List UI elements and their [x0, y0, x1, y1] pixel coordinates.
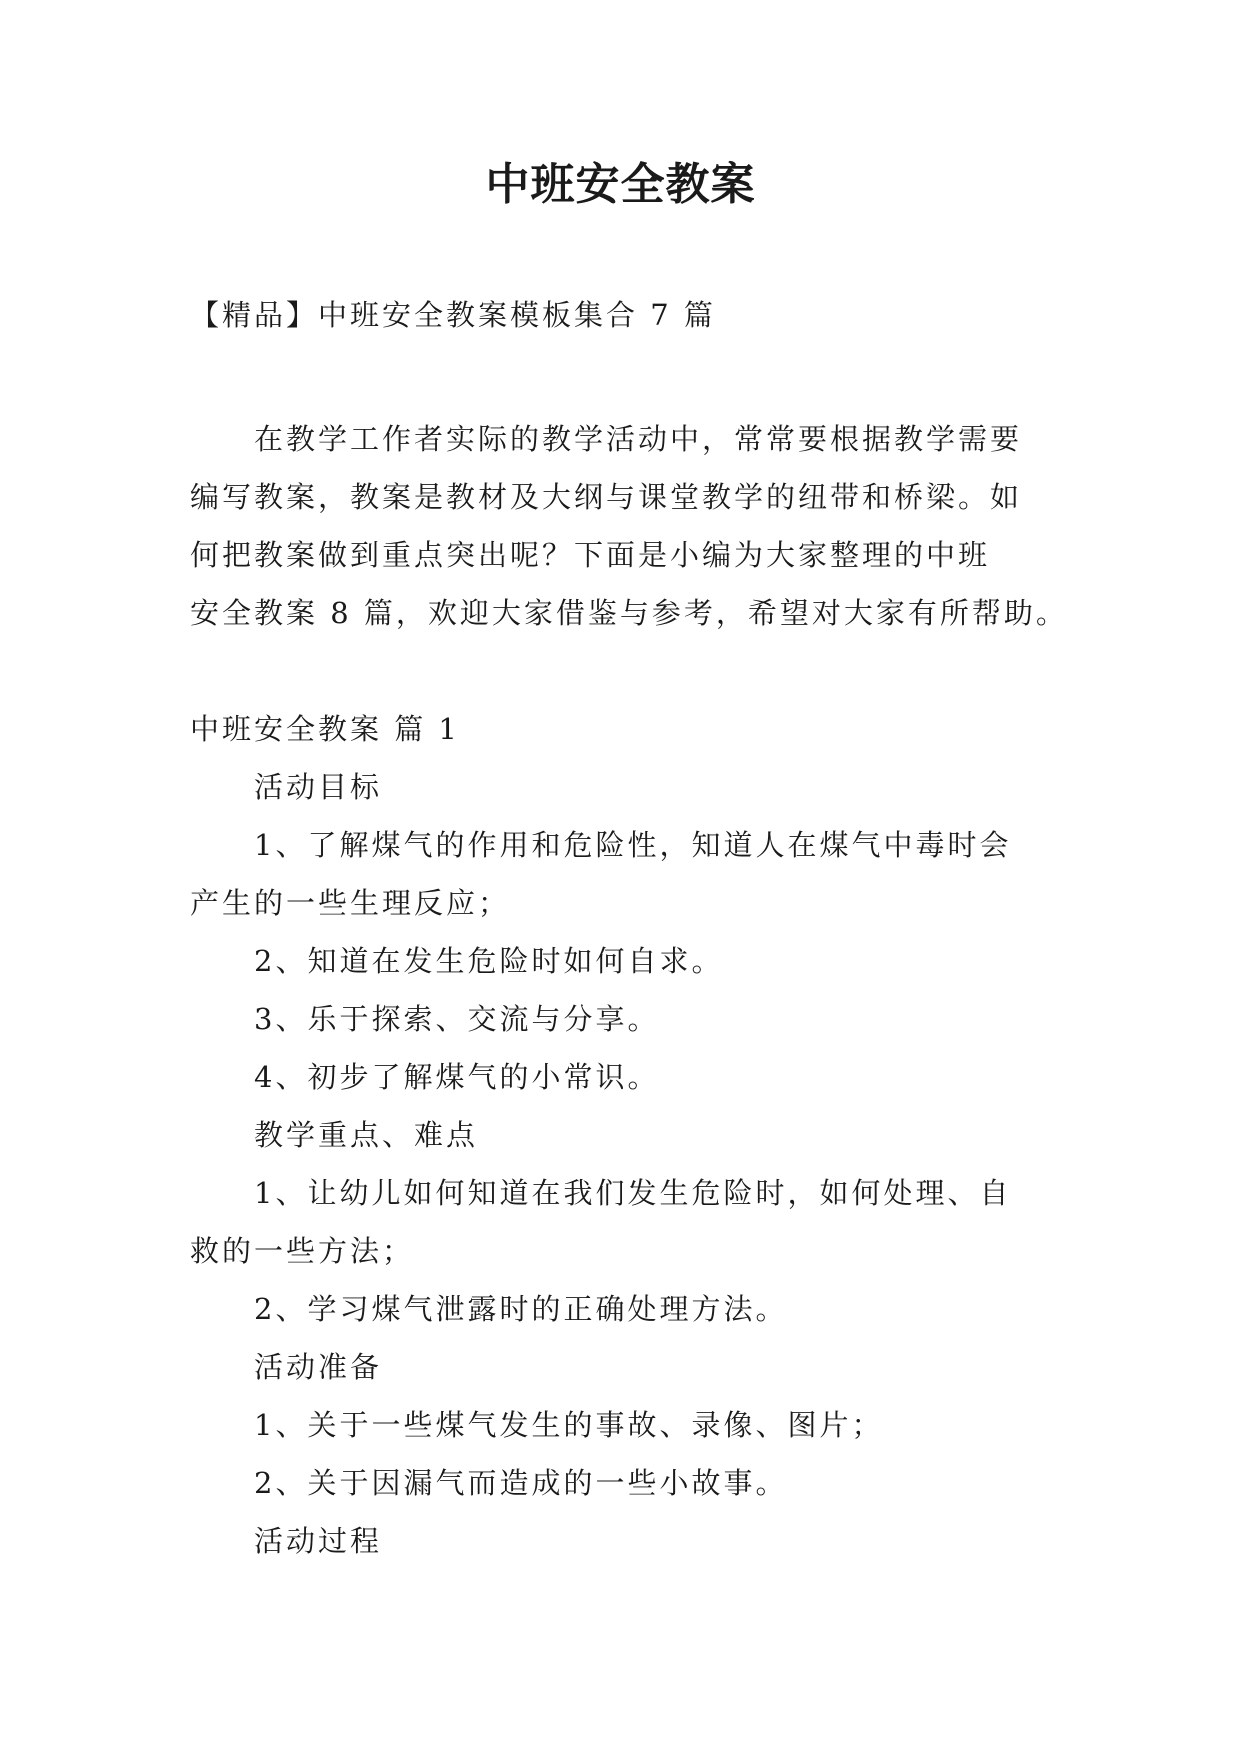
intro-line: 在教学工作者实际的教学活动中，常常要根据教学需要 [254, 422, 1023, 456]
goal-item: 4、初步了解煤气的小常识。 [254, 1060, 660, 1094]
document-subtitle: 【精品】中班安全教案模板集合 7 篇 [190, 298, 716, 332]
preparation-item: 2、关于因漏气而造成的一些小故事。 [254, 1466, 788, 1500]
subheading-activity-goals: 活动目标 [254, 770, 383, 804]
subheading-key-points: 教学重点、难点 [254, 1118, 479, 1152]
goal-item: 1、了解煤气的作用和危险性，知道人在煤气中毒时会 [254, 828, 1012, 862]
intro-line: 编写教案，教案是教材及大纲与课堂教学的纽带和桥梁。如 [190, 480, 1023, 514]
document-title: 中班安全教案 [485, 159, 756, 210]
goal-item: 3、乐于探索、交流与分享。 [254, 1002, 660, 1036]
key-point-item: 1、让幼儿如何知道在我们发生危险时，如何处理、自 [254, 1176, 1012, 1210]
lesson-body [190, 700, 1050, 1570]
subheading-preparation: 活动准备 [254, 1350, 383, 1384]
goal-item: 2、知道在发生危险时如何自求。 [254, 944, 724, 978]
preparation-item: 1、关于一些煤气发生的事故、录像、图片； [254, 1408, 884, 1442]
goal-item-continuation: 产生的一些生理反应； [190, 886, 511, 920]
subheading-process: 活动过程 [254, 1524, 383, 1558]
section-heading: 中班安全教案 篇 1 [190, 712, 460, 746]
intro-line: 安全教案 8 篇，欢迎大家借鉴与参考，希望对大家有所帮助。 [190, 596, 1068, 630]
intro-paragraph [190, 410, 1068, 642]
intro-line: 何把教案做到重点突出呢？下面是小编为大家整理的中班 [190, 538, 991, 572]
key-point-item-continuation: 救的一些方法； [190, 1234, 415, 1268]
key-point-item: 2、学习煤气泄露时的正确处理方法。 [254, 1292, 788, 1326]
